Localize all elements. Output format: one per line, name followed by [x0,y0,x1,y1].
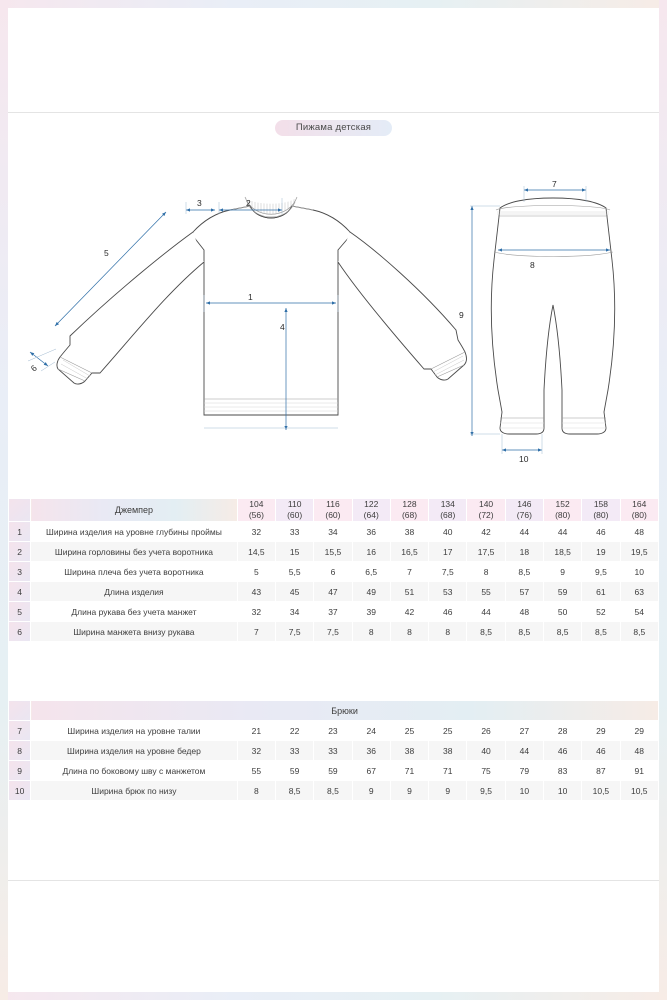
size-col-110 [276,499,314,522]
cell-value: 48 [620,522,658,542]
table-row [9,582,659,602]
size-sub: (80) [555,510,571,520]
label-3: 3 [197,198,202,208]
cell-value: 8,5 [276,781,314,801]
cell-value: 5,5 [276,562,314,582]
cell-value: 83 [543,761,581,781]
row-number: 8 [9,741,31,761]
size-main: 158 [593,499,608,509]
cell-value: 38 [390,741,428,761]
cell-value: 49 [352,582,390,602]
cell-value: 10 [543,781,581,801]
cell-value: 42 [467,522,505,542]
cell-value: 75 [467,761,505,781]
cell-value: 33 [276,741,314,761]
cell-value: 34 [276,602,314,622]
cell-value: 14,5 [237,542,275,562]
row-description: Длина изделия [31,582,238,602]
cell-value: 39 [352,602,390,622]
cell-value: 9 [390,781,428,801]
cell-value: 9,5 [582,562,620,582]
cell-value: 27 [505,721,543,741]
jumper-size-table [8,498,659,642]
pants-table-head [9,701,659,721]
row-description: Ширина манжета внизу рукава [31,622,238,642]
cell-value: 21 [237,721,275,741]
cell-value: 55 [237,761,275,781]
cell-value: 38 [390,522,428,542]
label-6: 6 [28,362,39,374]
cell-value: 8 [237,781,275,801]
size-sub: (68) [440,510,456,520]
cell-value: 8,5 [505,622,543,642]
page-title: Пижама детская [275,120,392,136]
row-description: Длина по боковому шву с манжетом [31,761,238,781]
cell-value: 32 [237,602,275,622]
size-sub: (64) [363,510,379,520]
cell-value: 10 [505,781,543,801]
size-sub: (56) [248,510,264,520]
size-sub: (76) [516,510,532,520]
table-row [9,522,659,542]
label-2: 2 [246,198,251,208]
page-border-left [0,0,8,1000]
cell-value: 9 [543,562,581,582]
cell-value: 50 [543,602,581,622]
cell-value: 25 [429,721,467,741]
table-row [9,562,659,582]
cell-value: 40 [429,522,467,542]
cell-value: 33 [314,741,352,761]
row-description: Ширина изделия на уровне глубины проймы [31,522,238,542]
cell-value: 48 [505,602,543,622]
cell-value: 46 [582,741,620,761]
cell-value: 7,5 [314,622,352,642]
cell-value: 8,5 [467,622,505,642]
table-row [9,781,659,801]
size-col-104 [237,499,275,522]
table-row [9,761,659,781]
row-number: 9 [9,761,31,781]
row-description: Ширина горловины без учета воротника [31,542,238,562]
cell-value: 8 [467,562,505,582]
divider-top [8,112,659,113]
pants-header-num [9,701,31,721]
cell-value: 5 [237,562,275,582]
cell-value: 18,5 [543,542,581,562]
size-main: 134 [440,499,455,509]
cell-value: 32 [237,741,275,761]
cell-value: 8,5 [620,622,658,642]
cell-value: 10,5 [582,781,620,801]
cell-value: 57 [505,582,543,602]
cell-value: 51 [390,582,428,602]
jumper-table-head [9,499,659,522]
table-row [9,622,659,642]
cell-value: 44 [505,522,543,542]
label-8: 8 [530,260,535,270]
pants-table-body [9,721,659,801]
cell-value: 44 [505,741,543,761]
size-col-122 [352,499,390,522]
cell-value: 8,5 [543,622,581,642]
pants-section-label: Брюки [31,701,659,721]
label-10: 10 [519,454,529,464]
size-main: 122 [364,499,379,509]
size-main: 104 [249,499,264,509]
jumper-table-body [9,522,659,642]
size-main: 128 [402,499,417,509]
cell-value: 8 [429,622,467,642]
size-main: 146 [517,499,532,509]
cell-value: 33 [276,522,314,542]
cell-value: 17 [429,542,467,562]
cell-value: 67 [352,761,390,781]
size-sub: (60) [325,510,341,520]
size-col-140 [467,499,505,522]
cell-value: 38 [429,741,467,761]
cell-value: 16,5 [390,542,428,562]
label-5: 5 [104,248,109,258]
pants-header-row [9,701,659,721]
cell-value: 48 [620,741,658,761]
size-main: 152 [555,499,570,509]
cell-value: 6 [314,562,352,582]
cell-value: 71 [390,761,428,781]
cell-value: 44 [467,602,505,622]
cell-value: 19 [582,542,620,562]
cell-value: 28 [543,721,581,741]
cell-value: 71 [429,761,467,781]
row-number: 3 [9,562,31,582]
cell-value: 8 [352,622,390,642]
cell-value: 23 [314,721,352,741]
row-description: Ширина изделия на уровне бедер [31,741,238,761]
size-col-146 [505,499,543,522]
page-border-top [0,0,667,8]
size-col-116 [314,499,352,522]
size-sub: (80) [593,510,609,520]
row-number: 10 [9,781,31,801]
page-border-right [659,0,667,1000]
size-col-164 [620,499,658,522]
row-number: 7 [9,721,31,741]
cell-value: 87 [582,761,620,781]
cell-value: 34 [314,522,352,542]
cell-value: 15 [276,542,314,562]
row-number: 6 [9,622,31,642]
cell-value: 8,5 [314,781,352,801]
size-col-152 [543,499,581,522]
cell-value: 7 [237,622,275,642]
cell-value: 44 [543,522,581,542]
table-row [9,602,659,622]
cell-value: 79 [505,761,543,781]
cell-value: 61 [582,582,620,602]
cell-value: 46 [429,602,467,622]
cell-value: 8,5 [505,562,543,582]
cell-value: 42 [390,602,428,622]
size-main: 140 [478,499,494,509]
label-7: 7 [552,179,557,189]
row-description: Ширина брюк по низу [31,781,238,801]
pants-size-table [8,700,659,801]
cell-value: 6,5 [352,562,390,582]
divider-bottom [8,880,659,881]
table-row [9,741,659,761]
table-row [9,721,659,741]
size-col-128 [390,499,428,522]
cell-value: 54 [620,602,658,622]
cell-value: 47 [314,582,352,602]
size-sub: (68) [401,510,418,520]
cell-value: 8 [390,622,428,642]
jumper-figure [57,197,466,415]
cell-value: 10 [620,562,658,582]
cell-value: 40 [467,741,505,761]
cell-value: 63 [620,582,658,602]
table-row [9,542,659,562]
cell-value: 45 [276,582,314,602]
cell-value: 15,5 [314,542,352,562]
cell-value: 46 [582,522,620,542]
size-main: 164 [632,499,647,509]
cell-value: 9 [429,781,467,801]
cell-value: 59 [276,761,314,781]
cell-value: 36 [352,522,390,542]
cell-value: 9 [352,781,390,801]
cell-value: 7 [390,562,428,582]
cell-value: 29 [582,721,620,741]
row-number: 2 [9,542,31,562]
row-number: 4 [9,582,31,602]
cell-value: 18 [505,542,543,562]
cell-value: 7,5 [429,562,467,582]
cell-value: 26 [467,721,505,741]
jumper-table-container [8,498,659,642]
cell-value: 53 [429,582,467,602]
size-main: 110 [287,499,302,509]
cell-value: 17,5 [467,542,505,562]
row-number: 5 [9,602,31,622]
cell-value: 59 [314,761,352,781]
size-main: 116 [326,499,340,509]
row-number: 1 [9,522,31,542]
cell-value: 22 [276,721,314,741]
row-description: Ширина изделия на уровне талии [31,721,238,741]
size-sub: (72) [478,510,494,520]
cell-value: 24 [352,721,390,741]
row-description: Длина рукава без учета манжет [31,602,238,622]
row-description: Ширина плеча без учета воротника [31,562,238,582]
cell-value: 55 [467,582,505,602]
jumper-section-label: Джемпер [31,499,238,522]
jumper-header-num [9,499,31,522]
cell-value: 8,5 [582,622,620,642]
cell-value: 16 [352,542,390,562]
cell-value: 52 [582,602,620,622]
cell-value: 19,5 [620,542,658,562]
cell-value: 9,5 [467,781,505,801]
cell-value: 25 [390,721,428,741]
cell-value: 32 [237,522,275,542]
cell-value: 36 [352,741,390,761]
page-border-bottom [0,992,667,1000]
jumper-header-row [9,499,659,522]
size-sub: (80) [631,510,647,520]
label-4: 4 [280,322,285,332]
cell-value: 59 [543,582,581,602]
size-col-134 [429,499,467,522]
technical-drawings [8,140,659,485]
cell-value: 43 [237,582,275,602]
cell-value: 46 [543,741,581,761]
cell-value: 7,5 [276,622,314,642]
label-9: 9 [459,310,464,320]
size-col-158 [582,499,620,522]
cell-value: 10,5 [620,781,658,801]
size-sub: (60) [287,510,303,520]
cell-value: 91 [620,761,658,781]
pants-figure [491,198,614,434]
pants-table-container [8,700,659,801]
label-1: 1 [248,292,253,302]
cell-value: 29 [620,721,658,741]
cell-value: 37 [314,602,352,622]
